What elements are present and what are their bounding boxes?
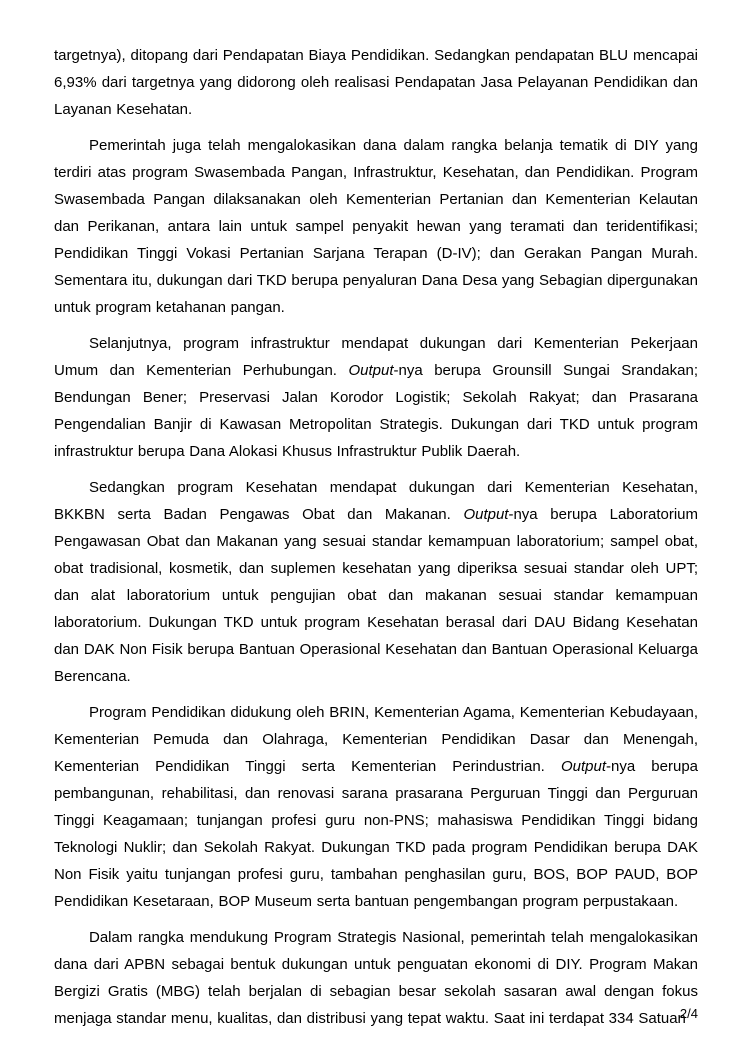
paragraph xyxy=(54,699,698,915)
paragraph xyxy=(54,924,698,1032)
text-run: Sedangkan program Kesehatan mendapat dukungan dari Kementerian Kesehatan, BKKBN serta Badan Pengawas Obat dan Makanan. xyxy=(54,479,698,523)
text-run-italic: Output xyxy=(560,758,606,775)
text-run: Pemerintah juga telah mengalokasikan dana dalam rangka belanja tematik di DIY yang terdiri atas program Swasembada Pangan, Infrastruktur, Kesehatan, dan Pendidikan. Program Swasembada Pangan dilaksanakan oleh Kementerian Pertanian dan Kementerian Kelautan dan Perikanan, antara lain untuk sampel penyakit hewan yang teramati dan teridentifikasi; Pendidikan Tinggi Vokasi Pertanian Sarjana Terapan (D-IV); dan Gerakan Pangan Murah. Sementara itu, dukungan dari TKD berupa penyaluran Dana Desa yang Sebagian dipergunakan untuk program ketahanan pangan. xyxy=(54,137,698,316)
text-run-italic: Output xyxy=(463,506,509,523)
text-run-italic: Output xyxy=(348,362,394,379)
page-number: 2/4 xyxy=(679,1006,698,1021)
text-run: -nya berupa Grounsill Sungai Srandakan; Bendungan Bener; Preservasi Jalan Korodor Logistik; Sekolah Rakyat; dan Prasarana Pengendalian Banjir di Kawasan Metropolitan Strategis. Dukungan dari TKD untuk program infrastruktur berupa Dana Alokasi Khusus Infrastruktur Publik Daerah. xyxy=(54,362,698,460)
document-body xyxy=(54,42,698,1041)
paragraph xyxy=(54,42,698,123)
text-run: Program Pendidikan didukung oleh BRIN, Kementerian Agama, Kementerian Kebudayaan, Kementerian Pemuda dan Olahraga, Kementerian Pendidikan Dasar dan Menengah, Kementerian Pendidikan Tinggi serta Kementerian Perindustrian. xyxy=(54,704,698,775)
text-run: Dalam rangka mendukung Program Strategis Nasional, pemerintah telah mengalokasikan dana dari APBN sebagai bentuk dukungan untuk penguatan ekonomi di DIY. Program Makan Bergizi Gratis (MBG) telah berjalan di sebagian besar sekolah sasaran awal dengan fokus menjaga standar menu, kualitas, dan distribusi yang tepat waktu. Saat ini terdapat 334 Satuan xyxy=(54,929,698,1027)
text-run: -nya berupa Laboratorium Pengawasan Obat dan Makanan yang sesuai standar kemampuan laboratorium; sampel obat, obat tradisional, kosmetik, dan suplemen kesehatan yang diperiksa sesuai standar oleh UPT; dan alat laboratorium untuk pengujian obat dan makanan sesuai standar kemampuan laboratorium. Dukungan TKD untuk program Kesehatan berasal dari DAU Bidang Kesehatan dan DAK Non Fisik berupa Bantuan Operasional Kesehatan dan Bantuan Operasional Keluarga Berencana. xyxy=(54,506,698,685)
text-run: -nya berupa pembangunan, rehabilitasi, dan renovasi sarana prasarana Perguruan Tinggi dan Perguruan Tinggi Keagamaan; tunjangan profesi guru non-PNS; mahasiswa Pendidikan Tinggi bidang Teknologi Nuklir; dan Sekolah Rakyat. Dukungan TKD pada program Pendidikan berupa DAK Non Fisik yaitu tunjangan profesi guru, tambahan penghasilan guru, BOS, BOP PAUD, BOP Pendidikan Kesetaraan, BOP Museum serta bantuan pengembangan program perpustakaan. xyxy=(54,758,699,910)
paragraph xyxy=(54,330,698,465)
paragraph xyxy=(54,132,698,321)
paragraph xyxy=(54,474,698,690)
text-run: targetnya), ditopang dari Pendapatan Biaya Pendidikan. Sedangkan pendapatan BLU mencapai 6,93% dari targetnya yang didorong oleh realisasi Pendapatan Jasa Pelayanan Pendidikan dan Layanan Kesehatan. xyxy=(54,47,698,118)
text-run: Selanjutnya, program infrastruktur mendapat dukungan dari Kementerian Pekerjaan Umum dan Kementerian Perhubungan. xyxy=(54,335,698,379)
